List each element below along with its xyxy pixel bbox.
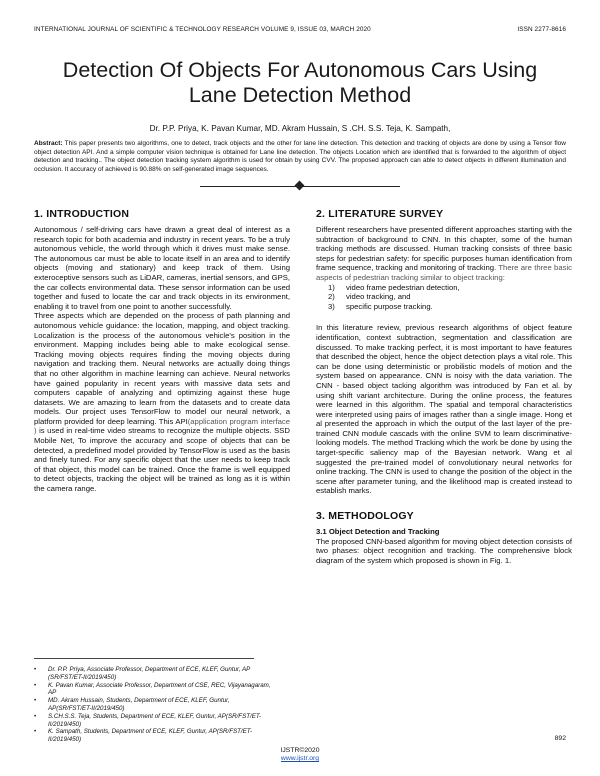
separator-diamond-icon (295, 181, 305, 191)
literature-heading: 2. LITERATURE SURVEY (316, 208, 444, 220)
intro-p2-gray: (application program interface ) (34, 416, 290, 436)
copyright: IJSTR©2020 (280, 747, 320, 754)
footnote (34, 682, 274, 698)
methodology-paragraph-1: The proposed CNN-based algorithm for moving object detection consists of two phases: object recognition and tracking. The comprehensive block diagram of the system which proposed is shown in Fig. 1. (316, 536, 572, 565)
footnote (34, 666, 274, 682)
title-line-1: Detection Of Objects For Autonomous Cars Using (62, 58, 538, 82)
tracking-aspects-list (316, 283, 572, 312)
bullet-icon: • (34, 681, 37, 689)
bullet-icon: • (34, 712, 37, 720)
intro-paragraph-1: Autonomous / self-driving cars have drawn a great deal of interest as a research topic for both academia and industry in recent years. To be a truly autonomous vehicle, the world through which it drives must make sense. The autonomous car must be able to locate itself in an area and to identify objects (moving and stationary) and keep track of them. Using exteroceptive sensors such as LiDAR, cameras, inertial sensors, and GPS, the car collects environmental data. These sensor information can be used together and fused to locate the car and track objects in its environment, enabling it to travel from one point to another successfully. (34, 225, 290, 311)
page-number: 892 (554, 735, 566, 742)
bullet-icon: • (34, 728, 37, 736)
issn: ISSN 2277-8616 (517, 26, 566, 33)
intro-p2-text: Three aspects which are depended on the process of path planning and autonomous vehicle guidance: the location, mapping, and object tracking. Localization is the process of the autonomous vehicle's position in the environment. Mapping includes being able to make ecological sense. Tracking moving objects requires finding the moving objects during navigation and tracking them. Neural networks are actually doing things that no other algorithm in machine learning can achieve. Neural networks have gained popularity in recent years with massive data sets and computers capable of analyzing and optimizing against these huge datasets. We are amazing to learn from the datasets and to create data models. Our project uses TensorFlow to model our neural network, a platform provided for deep learning. This API (34, 311, 290, 426)
lit-p1-gray: There are three basic aspects of pedestrian tracking similar to object tracking: (316, 263, 572, 282)
left-column (34, 208, 290, 494)
authors: Dr. P.P. Priya, K. Pavan Kumar, MD. Akram Hussain, S .CH. S.S. Teja, K. Sampath, (149, 124, 451, 133)
bullet-icon: • (34, 666, 37, 673)
paper-title (20, 58, 580, 108)
spacer (316, 496, 572, 510)
footnote-text: MD. Akram Hussain, Students, Department of ECE, KLEF, Guntur, AP(SR/FST/ET-II/2019/450) (48, 697, 230, 712)
list-text: video tracking, and (346, 292, 411, 302)
intro-paragraph-2 (34, 311, 290, 493)
footnote-text: Dr. P.P. Priya, Associate Professor, Department of ECE, KLEF, Guntur, AP (SR/FST/ET-II/2019/450) (48, 666, 250, 681)
abstract-text: This paper presents two algorithms, one to detect, track objects and the other for lane line detection. This detection and tracking of objects are done by using a Tensor flow object detection API. And a simple computer vision technique is obtained for Lane line detection. The objects Location which are identified that is forwarded to the algorithm of object detection and tracking.. The object detection tracking system algorithm is used for obtain by using CVV. The proposed approach can able to detect objects in different illumination and occlusion. It accuracy of achieved is 90.88% on self-generated image sequences. (34, 140, 566, 174)
list-number: 3) (328, 301, 335, 311)
footnote (34, 728, 274, 744)
literature-paragraph-1 (316, 225, 572, 283)
list-text: specific purpose tracking. (346, 301, 433, 311)
page-footer (0, 747, 600, 763)
list-number: 2) (328, 292, 335, 302)
footnote-text: K. Sampath, Students, Department of ECE, KLEF, Guntur, AP(SR/FST/ET-II/2019/450) (48, 728, 253, 744)
intro-p3-text: is used in real-time video streams to recognize the multiple objects. SSD Mobile Net, To improve the accuracy and scope of objects that can be detected, a predefined model provided by TensorFlow is used as the basis and finely tuned. For any specific object that the user needs to keep track of that object, this model can be trained. Once the frame is well equipped to detect objects, tracking the object will be trained as long as it is within the camera range. (34, 426, 290, 494)
footnotes (34, 666, 274, 744)
literature-paragraph-2: In this literature review, previous research algorithms of object feature identification, context subtraction, segmentation and classification are discussed. To make tracking perfect, it is most important to have features that described the object, hence the object detection plays a vital role. This can be done using deterministic or probilistic models of motion and the system based on appearance. CNN is noisy with the data variation. The CNN - based object tacking algorithm was introduced by Fan et al. by using shift variant architecture. During the online process, the features were learned in this algorithm. The spatial and temporal characteristics were interpreted using pairs of images rather than a single image. Hong et al presented the approach in which the output of the last layer of the pre-trained CNN module cascads with the online SVM to learn discriminative-looking models. The method Tracking which the work be done by using the target-specific saliency map of the Bayesian network. Wang et al suggested the pre-trained model of convolutionary neural networks for online tracking. The CNN is used to change the position of the object in the scene after parameter tuning, and the likelihood map is created instead to establish marks. (316, 323, 572, 496)
lit-p1-text: Different researchers have presented different approaches starting with the subtraction of background to CNN. In this chapter, some of the human tracking methods are discussed. Human tracking consists of three basic steps for pedestrian safety: for specific purposes human identification from frame sequence, tracking and monitoring of tracking. (316, 225, 572, 273)
footnote-rule (34, 658, 254, 659)
subsection-heading: 3.1 Object Detection and Tracking (316, 527, 440, 537)
spacer (316, 311, 572, 323)
footnote (34, 713, 274, 729)
footnote-text: S.CH.S.S. Teja, Students, Department of ECE, KLEF, Guntur, AP(SR/FST/ET-II/2019/450) (48, 712, 262, 728)
list-item (328, 282, 572, 293)
journal-name: INTERNATIONAL JOURNAL OF SCIENTIFIC & TECHNOLOGY RESEARCH VOLUME 9, ISSUE 03, MARCH 2020 (34, 26, 371, 33)
abstract (34, 140, 566, 175)
footnote-text: K. Pavan Kumar, Associate Professor, Department of CSE, REC, Vijayanagaram, AP (48, 681, 271, 697)
running-header (34, 26, 566, 36)
list-item (328, 301, 572, 312)
methodology-heading: 3. METHODOLOGY (316, 510, 414, 523)
abstract-label: Abstract: (34, 140, 63, 147)
journal-url-link[interactable]: www.ijstr.org (280, 755, 320, 762)
list-item (328, 292, 572, 302)
list-text: video frame pedestrian detection, (346, 282, 460, 292)
title-line-2: Lane Detection Method (188, 83, 412, 107)
right-column (316, 208, 572, 565)
intro-heading: 1. INTRODUCTION (34, 208, 130, 220)
list-number: 1) (328, 282, 335, 292)
footnote (34, 697, 274, 713)
bullet-icon: • (34, 697, 37, 705)
